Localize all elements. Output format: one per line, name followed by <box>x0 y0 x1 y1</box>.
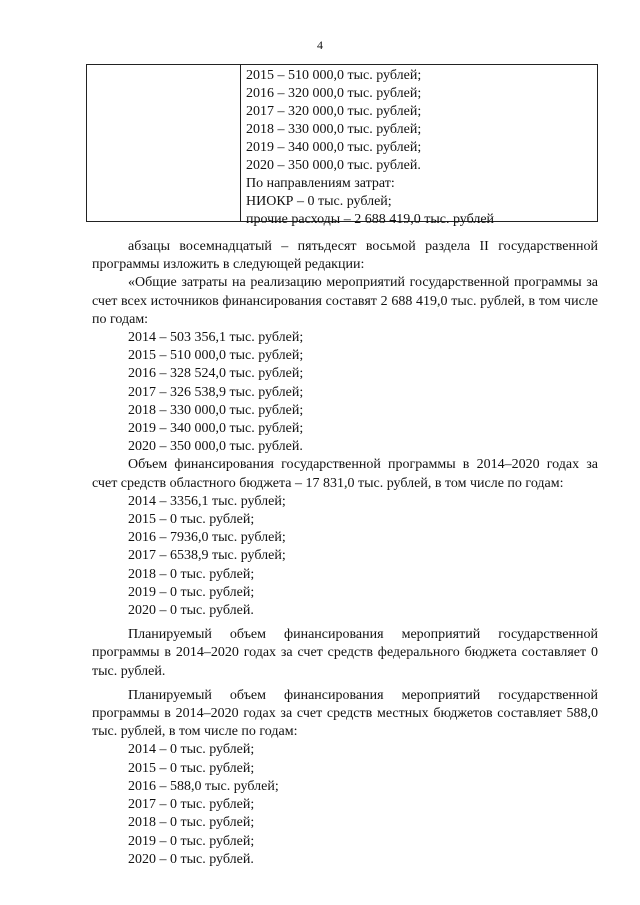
table-line: НИОКР – 0 тыс. рублей; <box>246 194 392 209</box>
table-column-divider <box>240 65 241 221</box>
list-item: 2017 – 6538,9 тыс. рублей; <box>128 548 286 564</box>
list-item: 2018 – 0 тыс. рублей; <box>128 815 255 831</box>
list-item: 2015 – 510 000,0 тыс. рублей; <box>128 348 304 364</box>
list-item: 2014 – 503 356,1 тыс. рублей; <box>128 330 304 346</box>
table-line: 2017 – 320 000,0 тыс. рублей; <box>246 104 422 119</box>
list-item: 2014 – 0 тыс. рублей; <box>128 742 255 758</box>
table-line: По направлениям затрат: <box>246 176 395 191</box>
list-item: 2020 – 0 тыс. рублей. <box>128 851 254 867</box>
list-item: 2019 – 340 000,0 тыс. рублей; <box>128 421 304 437</box>
list-item: 2018 – 330 000,0 тыс. рублей; <box>128 402 304 418</box>
list-item: 2015 – 0 тыс. рублей; <box>128 760 255 776</box>
list-item: 2017 – 326 538,9 тыс. рублей; <box>128 384 304 400</box>
intro-paragraph: абзацы восемнадцатый – пятьдесят восьмой раздела II государственной программы изложить в следующей редакции: <box>92 239 598 273</box>
list-item: 2016 – 588,0 тыс. рублей; <box>128 778 279 794</box>
list-item: 2018 – 0 тыс. рублей; <box>128 566 255 582</box>
list-item: 2020 – 0 тыс. рублей. <box>128 603 254 619</box>
table-line: 2015 – 510 000,0 тыс. рублей; <box>246 68 422 83</box>
list-item: 2015 – 0 тыс. рублей; <box>128 512 255 528</box>
regional-budget-paragraph: Объем финансирования государственной программы в 2014–2020 годах за счет средств областного бюджета – 17 831,0 тыс. рублей, в том числе по годам: <box>92 457 598 491</box>
list-item: 2020 – 350 000,0 тыс. рублей. <box>128 439 303 455</box>
funding-table <box>86 64 598 227</box>
local-by-year-list <box>92 741 598 868</box>
federal-budget-paragraph: Планируемый объем финансирования мероприятий государственной программы в 2014–2020 годах за счет средств федерального бюджета составляет 0 тыс. рублей. <box>92 627 598 679</box>
list-item: 2014 – 3356,1 тыс. рублей; <box>128 493 286 509</box>
list-item: 2016 – 7936,0 тыс. рублей; <box>128 530 286 546</box>
table-value-cell <box>246 67 593 229</box>
document-body <box>92 238 598 869</box>
list-item: 2019 – 0 тыс. рублей; <box>128 584 255 600</box>
regional-by-year-list <box>92 493 598 620</box>
table-line: 2020 – 350 000,0 тыс. рублей. <box>246 158 421 173</box>
list-item: 2019 – 0 тыс. рублей; <box>128 833 255 849</box>
total-by-year-list <box>92 329 598 456</box>
table-line: 2019 – 340 000,0 тыс. рублей; <box>246 140 422 155</box>
list-item: 2017 – 0 тыс. рублей; <box>128 797 255 813</box>
page-number: 4 <box>317 38 323 52</box>
list-item: 2016 – 328 524,0 тыс. рублей; <box>128 366 304 382</box>
local-budgets-paragraph: Планируемый объем финансирования мероприятий государственной программы в 2014–2020 годах за счет средств местных бюджетов составляет 588,0 тыс. рублей, в том числе по годам: <box>92 687 598 740</box>
total-costs-paragraph: «Общие затраты на реализацию мероприятий государственной программы за счет всех источников финансирования составят 2 688 419,0 тыс. рублей, в том числе по годам: <box>92 275 598 327</box>
table-line: 2016 – 320 000,0 тыс. рублей; <box>246 86 422 101</box>
table-line: прочие расходы – 2 688 419,0 тыс. рублей <box>246 212 495 227</box>
table-line: 2018 – 330 000,0 тыс. рублей; <box>246 122 422 137</box>
